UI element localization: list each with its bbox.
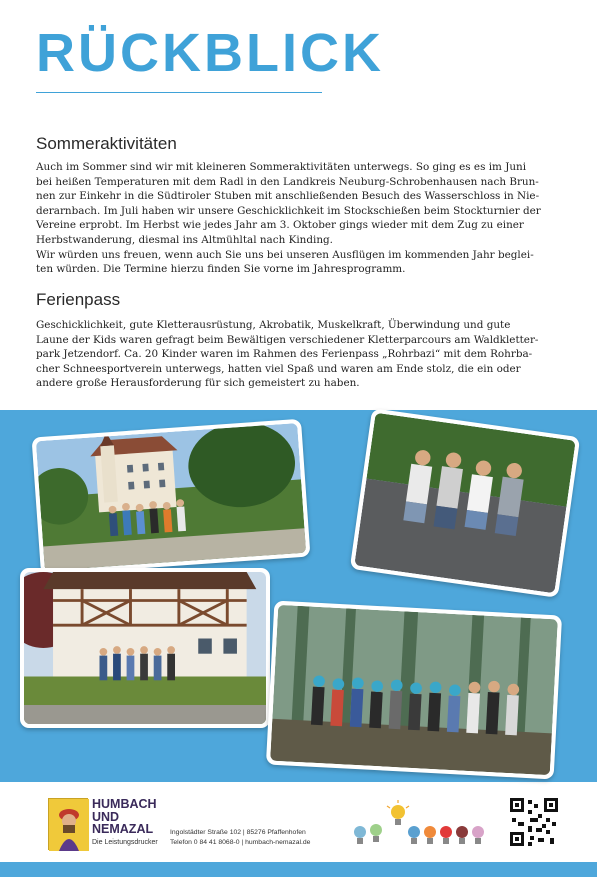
text-line: cher Schneesportverein unterwegs, hatten viel Spaß und waren am Ende stolz, die ein oder — [36, 362, 521, 375]
brand-tagline: Die Leistungsdrucker — [92, 839, 158, 846]
brand-line: NEMAZAL — [92, 822, 154, 836]
text-line: bei heißen Temperaturen mit dem Radl in den Landkreis Neuburg-Schrobenhausen nach Brun- — [36, 175, 539, 188]
footer-address — [170, 828, 310, 848]
page-title: RÜCKBLICK — [36, 23, 384, 83]
brand-name — [92, 798, 157, 836]
text-line: Auch im Sommer sind wir mit kleineren Sommeraktivitäten unterwegs. So ging es es im Juni — [36, 161, 527, 173]
photo-image — [36, 423, 306, 571]
text-line: Geschicklichkeit, gute Kletterausrüstung, Akrobatik, Muskelkraft, Überwindung und gute — [36, 319, 511, 331]
title-rule — [36, 92, 322, 93]
text-line: andere große Herausforderung für sich gemeistert zu haben. — [36, 377, 360, 390]
text-line: ten würden. Die Termine hierzu finden Sie vorne im Jahresprogramm. — [36, 263, 406, 276]
photo-climbing-kids — [266, 601, 562, 780]
photo-image — [24, 572, 266, 724]
footer — [36, 786, 576, 862]
text-line: derarnbach. Im Juli haben wir unsere Geschicklichkeit im Stockschießen beim Stockturnier der — [36, 204, 541, 217]
qr-code-icon — [510, 798, 558, 846]
photo-image — [354, 413, 575, 594]
photo-timber-house-group — [20, 568, 270, 728]
text-line: Wir würden uns freuen, wenn auch Sie uns bei unseren Ausflügen im kommenden Jahr beglei- — [36, 248, 534, 261]
photo-castle-group — [32, 419, 311, 575]
footer-band — [0, 862, 597, 877]
brand-line: HUMBACH — [92, 797, 157, 811]
section-body-ferienpass — [36, 318, 568, 391]
photo-image — [270, 605, 558, 775]
address-line: Ingolstädter Straße 102 | 85276 Pfaffenhofen — [170, 829, 306, 836]
text-line: Vereine erprobt. Im Herbst wie jedes Jahr am 3. Oktober gings wieder mit dem Zug zu einer — [36, 219, 524, 232]
lightbulbs-icon — [354, 800, 488, 850]
section-heading-sommer: Sommeraktivitäten — [36, 134, 177, 153]
section-body-sommer — [36, 160, 568, 277]
brand-line: UND — [92, 809, 120, 824]
phone-line: Telefon 0 84 41 8068-0 | humbach-nemazal.de — [170, 839, 311, 846]
text-line: nen zur Einkehr in die Südtiroler Stuben mit anschließenden Besuch des Wasserschloss in Nie- — [36, 190, 540, 203]
text-line: Herbstwanderung, diesmal ins Altmühltal nach Kinding. — [36, 233, 333, 246]
portrait-logo-icon — [48, 798, 88, 850]
text-line: Laune der Kids waren gefragt beim Bewältigen verschiedener Kletterparcours am Waldkletter- — [36, 333, 539, 346]
text-line: park Jetzendorf. Ca. 20 Kinder waren im Rahmen des Ferienpass „Rohrbazi“ mit dem Rohrba- — [36, 348, 533, 361]
photo-road-group — [350, 408, 581, 598]
section-heading-ferienpass: Ferienpass — [36, 290, 121, 309]
